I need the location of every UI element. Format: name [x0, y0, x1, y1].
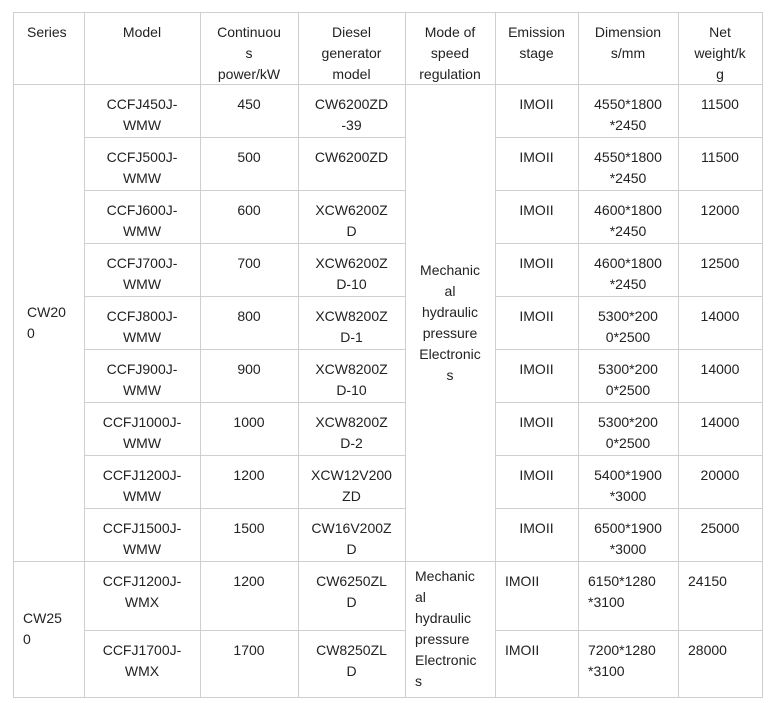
- cell-dimension: [578, 412, 678, 454]
- column-divider: [578, 12, 579, 698]
- cell-model-line: WMX: [124, 663, 160, 679]
- cell-dimension-line: *2450: [609, 223, 647, 239]
- header-model: [84, 22, 200, 43]
- header-diesel-line: Diesel: [332, 24, 371, 40]
- cell-dimension-line: 5300*200: [598, 361, 658, 377]
- row-divider: [495, 243, 763, 244]
- cell-model-line: CCFJ500J-: [106, 149, 178, 165]
- column-divider: [84, 12, 85, 698]
- header-series-line: Series: [27, 24, 67, 40]
- header-diesel-line: generator: [321, 45, 382, 61]
- cell-emission: [495, 412, 578, 433]
- cell-series: [13, 302, 84, 344]
- cell-weight: [678, 640, 762, 661]
- row-divider: [495, 455, 763, 456]
- cell-dimension-line: *2450: [609, 117, 647, 133]
- header-dimension-line: s/mm: [610, 45, 646, 61]
- header-power: [200, 22, 298, 85]
- cell-model-line: WMW: [122, 329, 162, 345]
- cell-dimension-line: 6500*1900: [594, 520, 662, 536]
- cell-power: [200, 518, 298, 539]
- cell-diesel-model-line: CW16V200Z: [311, 520, 392, 536]
- row-divider: [84, 508, 406, 509]
- cell-model-line: CCFJ1700J-: [102, 642, 182, 658]
- row-divider: [13, 84, 763, 85]
- cell-power-line: 450: [237, 96, 261, 112]
- cell-emission-line: IMOII: [519, 361, 554, 377]
- cell-dimension: [578, 518, 678, 560]
- cell-diesel-model: [298, 253, 405, 295]
- cell-power: [200, 200, 298, 221]
- cell-series-line: 0: [27, 325, 35, 341]
- cell-diesel-model: [298, 306, 405, 348]
- cell-speed-regulation-line: hydraulic: [421, 304, 479, 320]
- cell-weight: [678, 518, 762, 539]
- cell-weight-line: 24150: [688, 573, 727, 589]
- cell-weight: [678, 306, 762, 327]
- cell-power: [200, 359, 298, 380]
- cell-dimension-line: 0*2500: [605, 382, 651, 398]
- cell-power-line: 500: [237, 149, 261, 165]
- row-divider: [495, 402, 763, 403]
- cell-speed-regulation-line: Electronic: [415, 652, 477, 668]
- cell-dimension: [578, 94, 678, 136]
- cell-dimension-line: 0*2500: [605, 435, 651, 451]
- cell-dimension-line: 4550*1800: [594, 149, 662, 165]
- cell-diesel-model-line: D: [346, 663, 357, 679]
- header-mode-line: speed: [430, 45, 470, 61]
- header-power-line: s: [245, 45, 253, 61]
- cell-weight: [678, 253, 762, 274]
- header-mode-line: Mode of: [424, 24, 476, 40]
- cell-series: [13, 608, 84, 650]
- header-mode-line: regulation: [419, 66, 481, 82]
- cell-emission: [495, 465, 578, 486]
- cell-weight: [678, 147, 762, 168]
- cell-model-line: WMW: [122, 223, 162, 239]
- cell-speed-regulation-line: al: [415, 589, 426, 605]
- cell-emission-line: IMOII: [519, 96, 554, 112]
- cell-weight-line: 25000: [700, 520, 740, 536]
- cell-power: [200, 412, 298, 433]
- column-divider: [495, 12, 496, 698]
- column-divider: [298, 12, 299, 698]
- cell-power: [200, 253, 298, 274]
- row-divider: [495, 190, 763, 191]
- cell-model-line: WMX: [124, 594, 160, 610]
- cell-weight-line: 20000: [700, 467, 740, 483]
- cell-diesel-model-line: D-10: [336, 276, 367, 292]
- cell-model: [84, 94, 200, 136]
- cell-diesel-model-line: XCW12V200: [311, 467, 392, 483]
- cell-model: [84, 147, 200, 189]
- cell-model: [84, 571, 200, 613]
- row-divider: [84, 190, 406, 191]
- row-divider: [13, 697, 763, 698]
- cell-dimension-line: 5300*200: [598, 308, 658, 324]
- cell-weight-line: 14000: [700, 414, 740, 430]
- cell-emission: [495, 359, 578, 380]
- cell-dimension: [578, 571, 678, 613]
- cell-dimension: [578, 640, 678, 682]
- cell-series-line: 0: [23, 631, 31, 647]
- cell-weight-line: 14000: [700, 361, 740, 377]
- header-diesel-line: model: [332, 66, 371, 82]
- header-series: [13, 22, 84, 43]
- row-divider: [495, 296, 763, 297]
- header-mode: [405, 22, 495, 85]
- cell-weight: [678, 200, 762, 221]
- cell-model-line: WMW: [122, 382, 162, 398]
- cell-speed-regulation-line: pressure: [422, 325, 478, 341]
- cell-emission-line: IMOII: [519, 202, 554, 218]
- cell-speed-regulation-line: hydraulic: [415, 610, 472, 626]
- cell-emission-line: IMOII: [519, 414, 554, 430]
- cell-power-line: 1000: [233, 414, 265, 430]
- header-weight-line: g: [716, 66, 724, 82]
- cell-diesel-model-line: D-2: [340, 435, 363, 451]
- cell-speed-regulation-line: s: [446, 367, 454, 383]
- cell-dimension: [578, 253, 678, 295]
- cell-diesel-model-line: D: [346, 594, 357, 610]
- cell-dimension-line: *2450: [609, 276, 647, 292]
- column-divider: [405, 12, 406, 698]
- row-divider: [13, 12, 763, 13]
- cell-model-line: CCFJ450J-: [106, 96, 178, 112]
- cell-diesel-model: [298, 200, 405, 242]
- cell-diesel-model-line: CW6200ZD: [314, 149, 389, 165]
- header-weight-line: weight/k: [694, 45, 746, 61]
- cell-emission-line: IMOII: [505, 642, 540, 658]
- cell-emission-line: IMOII: [519, 255, 554, 271]
- cell-diesel-model-line: D-1: [340, 329, 363, 345]
- cell-model-line: CCFJ1500J-: [102, 520, 182, 536]
- cell-power: [200, 465, 298, 486]
- cell-model-line: CCFJ700J-: [106, 255, 178, 271]
- column-divider: [678, 12, 679, 698]
- cell-speed-regulation-line: Mechanic: [420, 262, 480, 278]
- cell-diesel-model-line: XCW8200Z: [315, 414, 388, 430]
- cell-emission: [495, 306, 578, 327]
- cell-emission-line: IMOII: [519, 149, 554, 165]
- cell-diesel-model: [298, 412, 405, 454]
- cell-speed-regulation-line: Electronic: [419, 346, 481, 362]
- row-divider: [84, 349, 406, 350]
- header-dimension-line: Dimension: [594, 24, 662, 40]
- cell-emission-line: IMOII: [505, 573, 540, 589]
- cell-dimension-line: 0*2500: [605, 329, 651, 345]
- cell-weight: [678, 412, 762, 433]
- row-divider: [13, 561, 763, 562]
- cell-power-line: 700: [237, 255, 261, 271]
- cell-diesel-model: [298, 94, 405, 136]
- cell-weight-line: 28000: [688, 642, 727, 658]
- cell-dimension-line: *2450: [609, 170, 647, 186]
- cell-model-line: WMW: [122, 435, 162, 451]
- cell-series-line: CW25: [23, 610, 62, 626]
- cell-power-line: 1500: [233, 520, 265, 536]
- cell-model-line: WMW: [122, 541, 162, 557]
- header-power-line: Continuou: [217, 24, 281, 40]
- cell-power-line: 800: [237, 308, 261, 324]
- cell-weight-line: 11500: [701, 96, 739, 112]
- cell-diesel-model-line: XCW8200Z: [315, 361, 388, 377]
- cell-model: [84, 518, 200, 560]
- cell-power: [200, 94, 298, 115]
- column-divider: [200, 12, 201, 698]
- cell-model-line: CCFJ1000J-: [102, 414, 182, 430]
- cell-dimension: [578, 465, 678, 507]
- cell-model-line: WMW: [122, 170, 162, 186]
- cell-emission: [495, 253, 578, 274]
- cell-weight: [678, 359, 762, 380]
- cell-series-line: CW20: [27, 304, 66, 320]
- row-divider: [84, 630, 406, 631]
- cell-dimension-line: 7200*1280: [588, 642, 656, 658]
- cell-power-line: 900: [237, 361, 261, 377]
- header-weight-line: Net: [709, 24, 731, 40]
- cell-weight: [678, 571, 762, 592]
- cell-diesel-model: [298, 465, 405, 507]
- cell-speed-regulation-line: s: [415, 673, 422, 689]
- cell-speed-regulation-line: al: [444, 283, 456, 299]
- cell-diesel-model-line: D-10: [336, 382, 367, 398]
- cell-model: [84, 306, 200, 348]
- header-weight: [678, 22, 762, 85]
- cell-speed-regulation: [405, 260, 495, 386]
- row-divider: [84, 296, 406, 297]
- cell-model-line: CCFJ600J-: [106, 202, 178, 218]
- cell-diesel-model: [298, 640, 405, 682]
- row-divider: [84, 455, 406, 456]
- cell-power: [200, 640, 298, 661]
- cell-speed-regulation: [405, 566, 495, 692]
- header-emission-line: Emission: [508, 24, 565, 40]
- header-power-line: power/kW: [217, 66, 281, 82]
- cell-diesel-model: [298, 518, 405, 560]
- cell-dimension-line: *3100: [588, 594, 625, 610]
- cell-dimension-line: 6150*1280: [588, 573, 656, 589]
- cell-diesel-model-line: D: [346, 541, 357, 557]
- row-divider: [495, 508, 763, 509]
- cell-weight-line: 12000: [700, 202, 740, 218]
- cell-weight-line: 12500: [700, 255, 740, 271]
- row-divider: [495, 349, 763, 350]
- cell-emission: [495, 640, 578, 661]
- cell-diesel-model: [298, 359, 405, 401]
- cell-diesel-model-line: -39: [341, 117, 362, 133]
- cell-dimension-line: 4550*1800: [594, 96, 662, 112]
- cell-model: [84, 359, 200, 401]
- cell-diesel-model-line: XCW8200Z: [315, 308, 388, 324]
- cell-model-line: WMW: [122, 276, 162, 292]
- cell-diesel-model-line: XCW6200Z: [315, 255, 388, 271]
- cell-model-line: CCFJ1200J-: [102, 467, 182, 483]
- cell-weight: [678, 94, 762, 115]
- header-dimension: [578, 22, 678, 64]
- cell-dimension-line: *3000: [609, 488, 647, 504]
- cell-power: [200, 147, 298, 168]
- cell-power: [200, 571, 298, 592]
- row-divider: [84, 402, 406, 403]
- cell-diesel-model: [298, 571, 405, 613]
- row-divider: [495, 137, 763, 138]
- cell-dimension-line: *3000: [609, 541, 647, 557]
- cell-dimension-line: 4600*1800: [594, 202, 662, 218]
- cell-diesel-model-line: ZD: [342, 488, 361, 504]
- column-divider: [13, 12, 14, 698]
- cell-model: [84, 200, 200, 242]
- cell-weight-line: 11500: [701, 149, 739, 165]
- cell-model-line: WMW: [122, 488, 162, 504]
- cell-weight: [678, 465, 762, 486]
- cell-diesel-model-line: D: [346, 223, 357, 239]
- cell-power: [200, 306, 298, 327]
- header-emission: [495, 22, 578, 64]
- cell-speed-regulation-line: Mechanic: [415, 568, 475, 584]
- row-divider: [84, 137, 406, 138]
- cell-emission: [495, 571, 578, 592]
- cell-power-line: 1200: [233, 573, 265, 589]
- cell-diesel-model: [298, 147, 405, 168]
- cell-emission-line: IMOII: [519, 467, 554, 483]
- cell-model-line: WMW: [122, 117, 162, 133]
- cell-model-line: CCFJ800J-: [106, 308, 178, 324]
- cell-emission: [495, 518, 578, 539]
- cell-emission-line: IMOII: [519, 520, 554, 536]
- cell-dimension: [578, 200, 678, 242]
- cell-model-line: CCFJ900J-: [106, 361, 178, 377]
- cell-weight-line: 14000: [700, 308, 740, 324]
- cell-dimension-line: 5300*200: [598, 414, 658, 430]
- cell-model-line: CCFJ1200J-: [102, 573, 182, 589]
- cell-dimension-line: 5400*1900: [594, 467, 662, 483]
- cell-power-line: 600: [237, 202, 261, 218]
- row-divider: [495, 630, 763, 631]
- header-model-line: Model: [122, 24, 162, 40]
- cell-speed-regulation-line: pressure: [415, 631, 470, 647]
- cell-emission: [495, 147, 578, 168]
- cell-emission-line: IMOII: [519, 308, 554, 324]
- cell-model: [84, 465, 200, 507]
- cell-dimension-line: *3100: [588, 663, 625, 679]
- cell-model: [84, 412, 200, 454]
- cell-dimension: [578, 147, 678, 189]
- cell-diesel-model-line: CW6250ZL: [316, 573, 387, 589]
- column-divider: [762, 12, 763, 698]
- cell-diesel-model-line: CW8250ZL: [316, 642, 387, 658]
- cell-emission: [495, 94, 578, 115]
- header-diesel: [298, 22, 405, 85]
- row-divider: [84, 243, 406, 244]
- cell-diesel-model-line: XCW6200Z: [315, 202, 388, 218]
- cell-power-line: 1700: [233, 642, 265, 658]
- cell-model: [84, 253, 200, 295]
- cell-emission: [495, 200, 578, 221]
- cell-dimension: [578, 359, 678, 401]
- cell-model: [84, 640, 200, 682]
- cell-dimension-line: 4600*1800: [594, 255, 662, 271]
- header-emission-line: stage: [519, 45, 554, 61]
- cell-dimension: [578, 306, 678, 348]
- cell-diesel-model-line: CW6200ZD: [314, 96, 389, 112]
- cell-power-line: 1200: [233, 467, 265, 483]
